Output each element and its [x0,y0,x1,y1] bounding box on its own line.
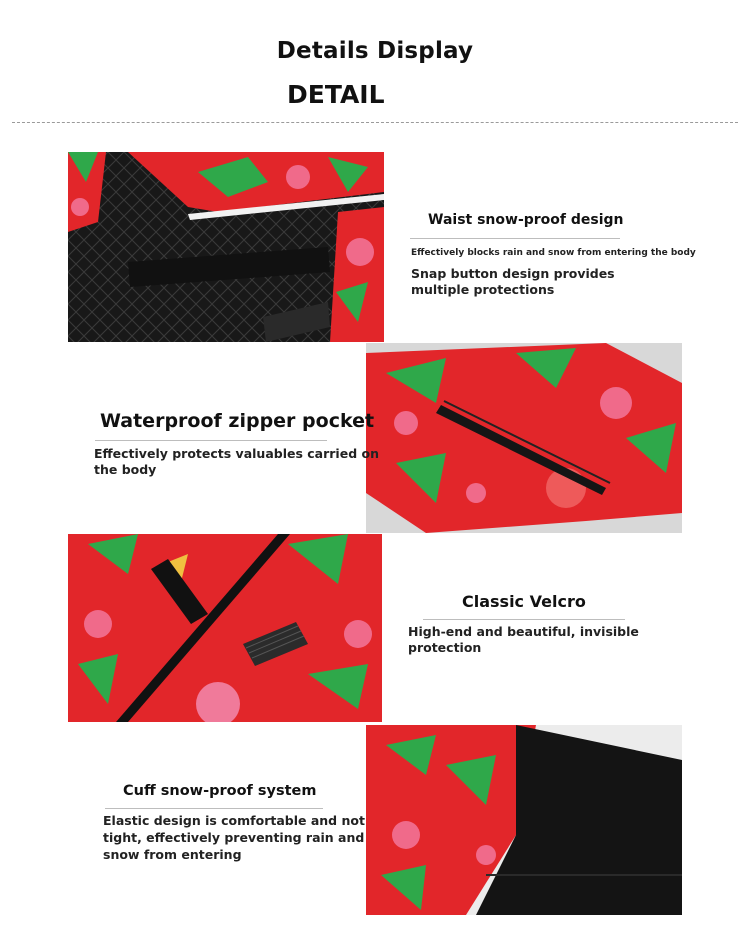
feature-desc-velcro-1: High-end and beautiful, invisible [408,624,639,639]
feature-title-cuff: Cuff snow-proof system [123,783,317,799]
feature-desc-waist-1: Effectively blocks rain and snow from entering the body [411,248,696,258]
feature-title-zipper: Waterproof zipper pocket [100,410,375,432]
feature-desc-waist-2: Snap button design provides [411,266,615,281]
feature-desc-cuff-1: Elastic design is comfortable and not [103,813,365,828]
feature-underline-waist [410,238,620,239]
feature-underline-cuff [105,808,323,809]
page-title: Details Display [276,38,474,64]
feature-underline-velcro [423,619,625,620]
feature-desc-velcro-2: protection [408,640,482,655]
zipper-pocket-photo [366,343,682,533]
cuff-photo [366,725,682,915]
velcro-photo [68,534,382,722]
feature-title-velcro: Classic Velcro [462,592,586,611]
feature-desc-cuff-3: snow from entering [103,847,242,862]
page-subtitle: DETAIL [287,80,385,109]
waist-detail-photo [68,152,384,342]
feature-title-waist: Waist snow-proof design [428,212,624,228]
feature-desc-zipper-2: the body [94,462,157,477]
feature-desc-zipper-1: Effectively protects valuables carried on [94,446,379,461]
header-divider [12,122,738,123]
feature-underline-zipper [95,440,327,441]
feature-desc-waist-3: multiple protections [411,282,555,297]
feature-desc-cuff-2: tight, effectively preventing rain and [103,830,365,845]
